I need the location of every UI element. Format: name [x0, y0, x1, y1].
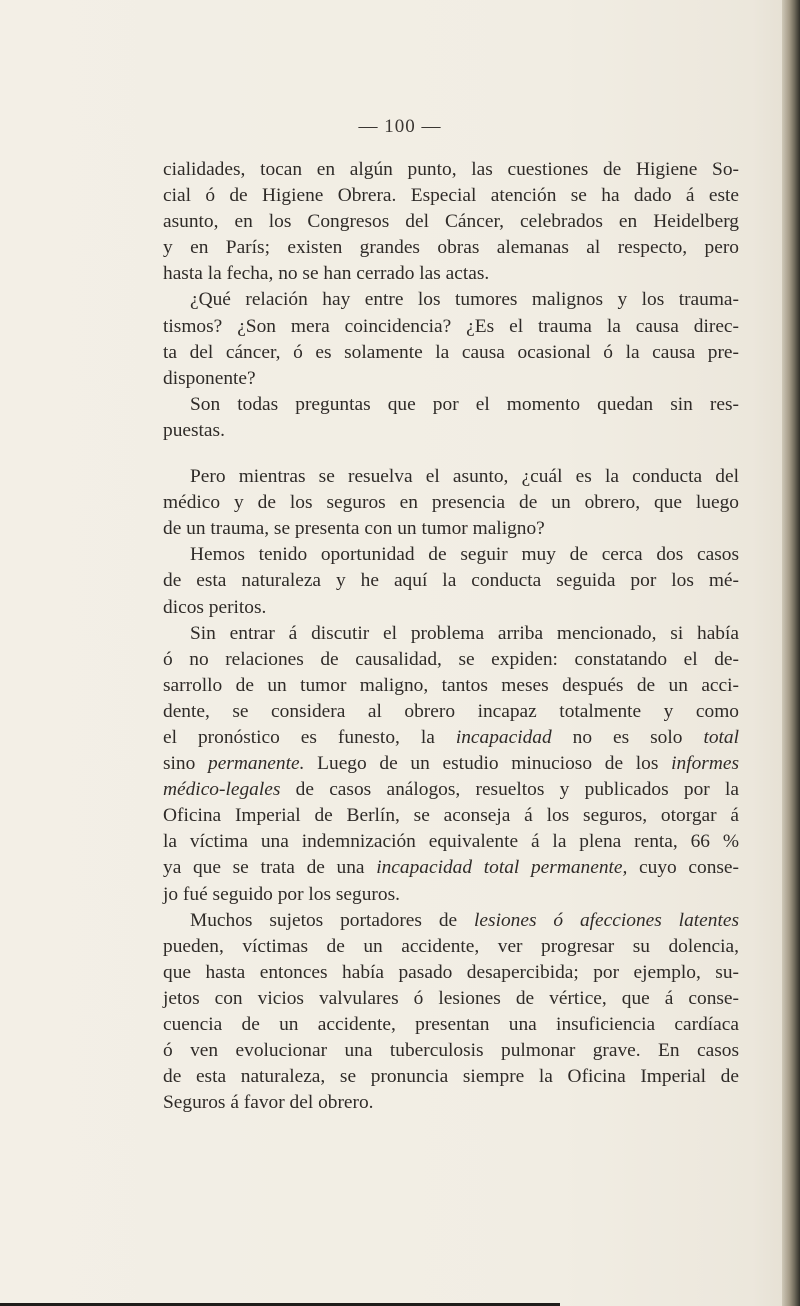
- text-line: jetos con vicios valvulares ó lesiones de vértice, que á conse-: [163, 987, 739, 1009]
- text-line: médico y de los seguros en presencia de un obrero, que luego: [163, 492, 739, 514]
- text-line: Oficina Imperial de Berlín, se aconseja á los seguros, otorgar á: [163, 805, 739, 827]
- page-body: [163, 157, 739, 1116]
- text-line: Seguros á favor del obrero.: [163, 1092, 374, 1114]
- text-line: Son todas preguntas que por el momento quedan sin res-: [190, 393, 739, 415]
- text-line: puestas.: [163, 419, 225, 441]
- text-line: ó no relaciones de causalidad, se expiden: constatando el de-: [163, 648, 739, 670]
- text-line: cuencia de un accidente, presentan una insuficiencia cardíaca: [163, 1014, 739, 1035]
- text-line: Muchos sujetos portadores de lesiones ó afecciones latentes: [190, 909, 739, 931]
- text-line: Hemos tenido oportunidad de seguir muy de cerca dos casos: [190, 544, 739, 566]
- text-line: Pero mientras se resuelva el asunto, ¿cuál es la conducta del: [190, 466, 739, 488]
- text-line: Sin entrar á discutir el problema arriba mencionado, si había: [190, 622, 739, 644]
- text-line: dicos peritos.: [163, 596, 267, 618]
- text-line: hasta la fecha, no se han cerrado las actas.: [163, 263, 490, 285]
- text-line: tismos? ¿Son mera coincidencia? ¿Es el trauma la causa direc-: [163, 315, 739, 337]
- text-line: pueden, víctimas de un accidente, ver progresar su dolencia,: [163, 935, 739, 957]
- text-line: el pronóstico es funesto, la incapacidad no es solo total: [163, 726, 739, 748]
- text-line: cial ó de Higiene Obrera. Especial atención se ha dado á este: [163, 185, 739, 207]
- paragraph-gap: [163, 444, 739, 464]
- text-line: médico-legales de casos análogos, resueltos y publicados por la: [163, 779, 739, 801]
- text-line: disponente?: [163, 367, 256, 389]
- text-line: ya que se trata de una incapacidad total permanente, cuyo conse-: [163, 857, 739, 879]
- text-line: jo fué seguido por los seguros.: [163, 883, 400, 905]
- text-line: la víctima una indemnización equivalente á la plena renta, 66 %: [163, 831, 739, 853]
- text-line: sino permanente. Luego de un estudio minucioso de los informes: [163, 753, 740, 775]
- text-line: sarrollo de un tumor maligno, tantos meses después de un acci-: [163, 674, 739, 696]
- text-line: de un trauma, se presenta con un tumor maligno?: [163, 518, 545, 540]
- text-line: ó ven evolucionar una tuberculosis pulmonar grave. En casos: [163, 1040, 739, 1062]
- text-line: de esta naturaleza y he aquí la conducta seguida por los mé-: [163, 570, 739, 592]
- text-line: ta del cáncer, ó es solamente la causa ocasional ó la causa pre-: [163, 341, 739, 363]
- text-line: que hasta entonces había pasado desapercibida; por ejemplo, su-: [163, 961, 739, 983]
- page-number: — 100 —: [358, 116, 442, 137]
- text-line: dente, se considera al obrero incapaz totalmente y como: [163, 700, 739, 722]
- text-line: y en París; existen grandes obras alemanas al respecto, pero: [163, 237, 739, 259]
- text-line: cialidades, tocan en algún punto, las cuestiones de Higiene So-: [163, 159, 739, 180]
- text-line: ¿Qué relación hay entre los tumores malignos y los trauma-: [190, 289, 739, 311]
- text-line: asunto, en los Congresos del Cáncer, celebrados en Heidelberg: [163, 211, 739, 233]
- text-line: de esta naturaleza, se pronuncia siempre la Oficina Imperial de: [163, 1066, 739, 1088]
- page-edge-shadow: [782, 0, 800, 1306]
